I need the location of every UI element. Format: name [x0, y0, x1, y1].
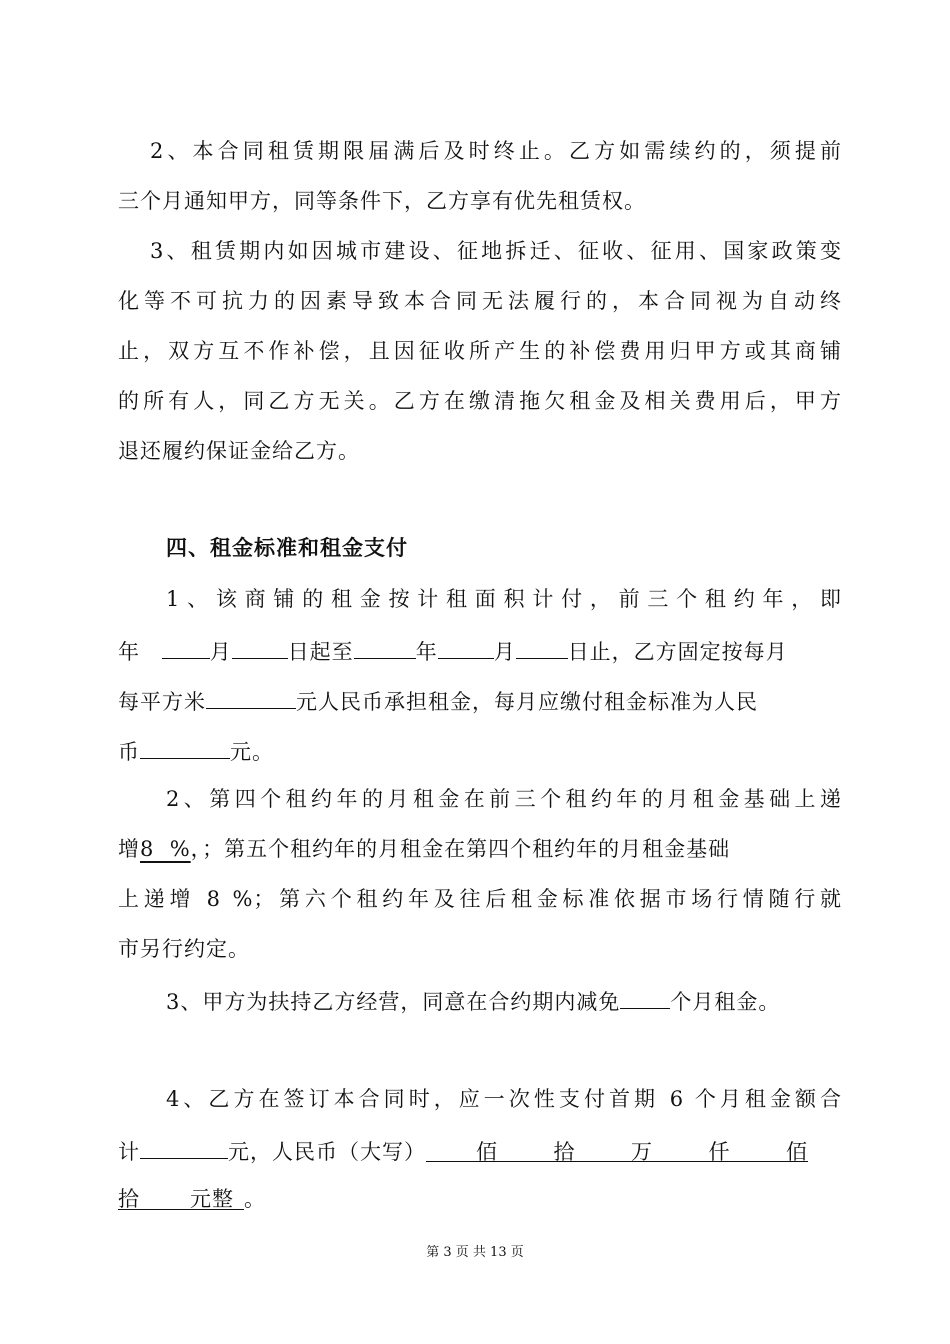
month-to-label: 月	[493, 640, 516, 664]
rent-standard-text: 元人民币承担租金，每月应缴付租金标准为人民	[296, 690, 758, 714]
increase-percent-4th: 8 %	[140, 837, 191, 861]
yuan-label: 元。	[230, 740, 274, 764]
item-2-line-2	[118, 834, 842, 864]
para-2-line-2: 三个月通知甲方，同等条件下，乙方享有优先租赁权。	[118, 189, 646, 213]
yuan-zheng-label: 元整	[190, 1187, 234, 1211]
item-4-line-3	[118, 1184, 842, 1214]
para-3-line-3: 止，双方互不作补偿，且因征收所产生的补偿费用归甲方或其商铺	[118, 339, 842, 363]
currency-label: 币	[118, 740, 140, 764]
item-1-line-1: 1、该商铺的租金按计租面积计付，前三个租约年，即	[166, 587, 842, 611]
item-3-line	[166, 984, 842, 1014]
para-3-line-2: 化等不可抗力的因素导致本合同无法履行的，本合同视为自动终	[118, 289, 842, 313]
increase-label: 增	[118, 837, 140, 861]
blank-month-to[interactable]	[438, 634, 494, 659]
para-3-line-1: 3、租赁期内如因城市建设、征地拆迁、征收、征用、国家政策变	[150, 239, 842, 263]
item-1-line-3	[118, 684, 842, 714]
year-label: 年	[118, 640, 140, 664]
page-footer: 第 3 页 共 13 页	[426, 1245, 524, 1260]
blank-total-amount[interactable]	[140, 1134, 228, 1159]
item-2-line-2-text: ，；第五个租约年的月租金在第四个租约年的月租金基础	[190, 837, 731, 861]
item-1-line-2	[118, 634, 842, 664]
item-2-line-3: 上递增 8 %；第六个租约年及往后租金标准依据市场行情随行就	[118, 887, 842, 911]
uppercase-amount-field[interactable]	[426, 1137, 808, 1162]
day-from-label: 日起至	[287, 640, 354, 664]
unit-bai: 佰	[476, 1140, 498, 1164]
month-label: 月	[209, 640, 232, 664]
unit-bai-2: 佰	[786, 1140, 808, 1164]
uppercase-amount-continued[interactable]	[118, 1184, 244, 1210]
months-rent-label: 个月租金。	[670, 990, 781, 1014]
per-sqm-label: 每平方米	[118, 690, 206, 714]
unit-shi: 拾	[553, 1140, 576, 1164]
para-2-line-1: 2、本合同租赁期限届满后及时终止。乙方如需续约的，须提前	[150, 139, 842, 163]
blank-month-from[interactable]	[232, 634, 288, 659]
blank-free-months[interactable]	[620, 984, 670, 1009]
unit-wan: 万	[631, 1140, 653, 1164]
para-3-line-4: 的所有人，同乙方无关。乙方在缴清拖欠租金及相关费用后，甲方	[118, 389, 842, 413]
blank-year-from[interactable]	[162, 634, 210, 659]
blank-year-to[interactable]	[354, 634, 416, 659]
item-1-line-4	[118, 734, 842, 764]
item-2-line-1: 2、第四个租约年的月租金在前三个租约年的月租金基础上递	[166, 787, 842, 811]
blank-rate[interactable]	[206, 684, 296, 709]
section-heading: 四、租金标准和租金支付	[166, 535, 408, 560]
rent-free-text: 3、甲方为扶持乙方经营，同意在合约期内减免	[166, 990, 621, 1014]
period-mark: 。	[244, 1187, 266, 1211]
total-label: 计	[118, 1140, 140, 1164]
day-to-label: 日止，乙方固定按每月	[567, 640, 788, 664]
unit-qian: 仟	[708, 1140, 731, 1164]
year-to-label: 年	[415, 640, 438, 664]
blank-monthly-rent[interactable]	[140, 734, 230, 759]
para-3-line-5: 退还履约保证金给乙方。	[118, 439, 360, 463]
blank-day-to[interactable]	[516, 634, 568, 659]
unit-shi-2: 拾	[118, 1187, 140, 1211]
item-4-line-2	[118, 1134, 842, 1164]
item-2-line-4: 市另行约定。	[118, 937, 250, 961]
rmb-uppercase-label: 元，人民币（大写）	[228, 1140, 426, 1164]
item-4-line-1: 4、乙方在签订本合同时，应一次性支付首期 6 个月租金额合	[166, 1087, 842, 1111]
